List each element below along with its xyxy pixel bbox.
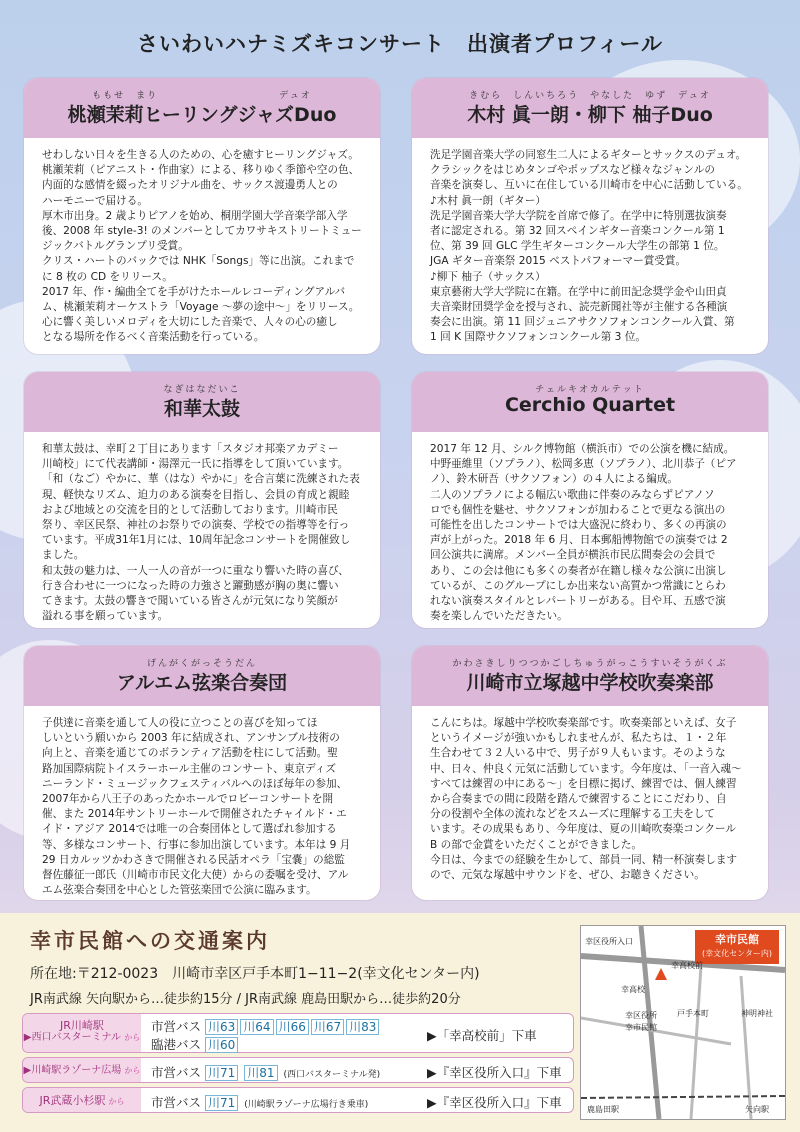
route-buses xyxy=(151,1063,380,1081)
map-badge xyxy=(695,930,779,964)
bus-number: 川83 xyxy=(346,1019,379,1035)
origin-sub: ▶川崎駅ラゾーナ広場 xyxy=(23,1065,122,1076)
profile-text: せわしない日々を生きる人のための、心を癒すヒーリングジャズ。 桃瀬茉莉（ピアニスト・作曲家）による、移りゆく季節や空の色、 内面的な感情を綴ったオリジナル曲を、サックス渡邊勇人との ハーモニーで届ける。 厚木市出身。2 歳よりピアノを始め、桐朋学園大学音楽学部入学 後、2008 年 style-3! のメンバーとしてカワサキストリートミュー ジックバトルグランプリ受賞。 クリス・ハートのバックでは NHK「Songs」等に出演。これまで に 8 枚の CD をリリース。 2017 年、作・編曲全てを手がけたホールレコーディングアルバ ム、桃瀬茉莉オーケストラ「Voyage ～夢の途中～」をリリース。 心に響く美しいメロディを大切にした音楽で、人々の心の癒し となる場所を作るべく音楽活動を行っている。 xyxy=(42,149,362,344)
profile-card xyxy=(24,78,380,354)
route-buses xyxy=(151,1093,368,1111)
profile-card xyxy=(412,646,768,900)
name-reading: なぎはなだいこ xyxy=(163,385,241,395)
origin-from: から xyxy=(108,1097,125,1106)
route-origin xyxy=(23,1088,141,1112)
bus-operator: 市営バス xyxy=(151,1065,202,1080)
profile-header xyxy=(412,646,768,706)
origin-from: から xyxy=(124,1033,141,1042)
access-title: 幸市民館への交通案内 xyxy=(30,929,270,953)
route-origin xyxy=(23,1014,141,1052)
performer-name: Cerchio Quartet xyxy=(504,394,676,416)
profile-card xyxy=(24,372,380,628)
profile-header xyxy=(24,78,380,138)
bus-number: 川60 xyxy=(205,1037,238,1053)
bus-stop: ▶『幸区役所入口』下車 xyxy=(427,1065,562,1080)
bus-operator: 臨港バス xyxy=(151,1037,202,1052)
profile-header xyxy=(24,372,380,432)
bus-number: 川63 xyxy=(205,1019,238,1035)
map-label: 幸市民館 xyxy=(625,1023,657,1032)
map-label: 戸手本町 xyxy=(677,1009,709,1018)
performer-name: 桃瀬茉莉ヒーリングジャズDuo xyxy=(67,104,337,126)
bus-operator: 市営バス xyxy=(151,1095,202,1110)
profile-header xyxy=(24,646,380,706)
performer-name: アルエム弦楽合奏団 xyxy=(116,672,288,694)
origin-from: から xyxy=(124,1066,141,1075)
performer-name: 和華太鼓 xyxy=(163,398,240,420)
bus-route xyxy=(22,1013,574,1053)
station-name: JR川崎駅 xyxy=(60,1019,104,1032)
bus-number: 川67 xyxy=(311,1019,344,1035)
bus-route xyxy=(22,1087,574,1113)
bus-number: 川81 xyxy=(244,1065,277,1081)
badge-title: 幸市民館 xyxy=(715,933,759,946)
performer-name: 川崎市立塚越中学校吹奏楽部 xyxy=(466,672,714,694)
route-origin xyxy=(23,1058,141,1082)
address: 所在地:〒212-0023 川崎市幸区戸手本町1−11−2(幸文化センター内) xyxy=(30,966,480,982)
map-label: 幸区役所入口 xyxy=(585,937,633,946)
route-note: (西口バスターミナル発) xyxy=(283,1070,381,1080)
profile-text: 2017 年 12 月、シルク博物館（横浜市）での公演を機に結成。 中野亜維里（ソプラノ）、松岡多恵（ソプラノ）、北川恭子（ピア ノ）、鈴木研吾（サクソフォン）の４人による編成。 二人のソプラノによる幅広い歌曲に伴奏のみならずピアノソ ロでも個性を魅せ、サクソフォンが加わることで更なる演出の 可能性を出したコンサートでは大盛況に終わり、多くの再演の 声が上がった。2018 年 6 月、日本郵船博物館での演奏では 2 回公演共に満席。メンバー全員が横浜市民広間奏会の会員で あり、この会は他にも多くの奏者が在籍し様々な公演に出演し ているが、このグループにしか出来ない高質かつ常識にとらわ れない演奏スタイルとレパートリーがある。目や耳、五感で演 奏を楽しんでいただきたい。 xyxy=(430,443,737,623)
route-note: (川崎駅ラゾーナ広場行き乗車) xyxy=(244,1100,369,1110)
name-reading: ももせ まり デュオ xyxy=(92,91,312,101)
profile-text: 子供達に音楽を通して人の役に立つことの喜びを知ってほ しいという願いから 2003 年に結成され、アンサンブル技術の 向上と、音楽を通じてのボランティア活動を柱にして活動。聖 路加国際病院トイスラーホール主催のコンサート、東京ディズ ニーランド・ミュージックフェスティバルへのほぼ毎年の参加、 2007年から八王子のあったかホールでロビーコンサートを開 催、また 2014年サントリーホールで開催されたチャイルド・エ イド・アジア 2014では唯一の合奏団体として選ばれ参加する 等、多様なコンサート、行事に参加出演しています。本年は 9 月 29 日カルッツかわさきで開催される民話オペラ「宝嚢」の総監 督佐藤征一郎氏（川崎市市民文化大使）からの委嘱を受け、アル エム弦楽合奏団を中心とした管弦楽団で公演に臨みます。 xyxy=(42,717,351,897)
bus-stop: ▶「幸高校前」下車 xyxy=(427,1028,537,1043)
bus-operator: 市営バス xyxy=(151,1019,202,1034)
map-label: 矢向駅 xyxy=(745,1105,769,1114)
route-buses-2 xyxy=(151,1035,240,1053)
route-buses xyxy=(151,1017,381,1035)
badge-sub: (幸文化センター内) xyxy=(702,949,772,958)
profile-header xyxy=(412,372,768,432)
profile-text: こんにちは。塚越中学校吹奏楽部です。吹奏楽部といえば、女子 というイメージが強いかもしれませんが、私たちは、１・２年 生合わせて３２人いる中で、男子が９人もいます。そのような 中、日々、仲良く元気に活動しています。今年度は、「一音入魂～ すべては練習の中にある～」を目標に掲げ、練習では、個人練習 から合奏までの間に段階を踏んで練習することにこだわり、自 分の役割や全体の流れなどをスムーズに理解する工夫をして います。その成果もあり、今年度は、夏の川崎吹奏楽コンクール B の部で金賞をいただくことができました。 今日は、今までの経験を生かして、部員一同、精一杯演奏します ので、元気な塚越中サウンドを、ぜひ、お聴きください。 xyxy=(430,717,742,882)
map-label: 神明神社 xyxy=(741,1009,773,1018)
profile-card xyxy=(412,372,768,628)
origin-sub: ▶西口バスターミナル xyxy=(23,1032,121,1043)
access-map xyxy=(580,925,786,1120)
map-label: 幸区役所 xyxy=(625,1011,657,1020)
performer-name: 木村 眞一朗・柳下 柚子Duo xyxy=(467,104,713,126)
map-label: 幸高校 xyxy=(621,985,645,994)
profile-card xyxy=(24,646,380,900)
profile-text: 和華太鼓は、幸町２丁目にあります「スタジオ邦楽アカデミー 川崎校」にて代表講師・湯澤元一氏に指導をして頂いています。 「和（なご）やかに、華（はな）やかに」を合言葉に洗練された表 現、軽快なリズム、迫力のある演奏を目指し、会員の育成と親睦 および地域との交流を目的として活動しております。川崎市民 祭り、幸区民祭、神社のお祭りでの演奏、学校での指導等を行っ ています。平成31年1月には、10周年記念コンサートを開催致し ました。 和太鼓の魅力は、一人一人の音が一つに重なり響いた時の喜び、 行き合わせに一つになった時の力強さと躍動感が胸の奥に響い てきます。太鼓の響きで聞いている皆さんが元気になり笑顔が 溢れる事を願っています。 xyxy=(42,443,360,623)
name-reading: かわさきしりつつかごしちゅうがっこうすいそうがくぶ xyxy=(452,659,728,669)
bus-stop: ▶『幸区役所入口』下車 xyxy=(427,1095,562,1110)
bus-number: 川71 xyxy=(205,1065,238,1081)
station-name: JR武蔵小杉駅 xyxy=(39,1094,106,1107)
bus-number: 川66 xyxy=(276,1019,309,1035)
page-title: さいわいハナミズキコンサート 出演者プロフィール xyxy=(137,32,663,56)
map-label: 幸高校前 xyxy=(671,961,703,970)
name-reading: げんがくがっそうだん xyxy=(146,659,257,669)
walking-access: JR南武線 矢向駅から…徒歩約15分 / JR南武線 鹿島田駅から…徒歩約20分 xyxy=(30,992,461,1007)
profile-card xyxy=(412,78,768,354)
profile-text: 洗足学園音楽大学の同窓生二人によるギターとサックスのデュオ。 クラシックをはじめタンゴやポップスなど様々なジャンルの 音楽を演奏し、互いに在住している川崎市を中心に活動している。 ♪木村 眞一朗（ギター） 洗足学園音楽大学大学院を首席で修了。在学中に特別選抜演奏 者に認定される。第 32 回スペインギター音楽コンクール第 1 位、第 39 回 GLC 学生ギターコンクール大学生の部第 1 位。 JGA ギター音楽祭 2015 ベストパフォーマー賞受賞。 ♪柳下 柚子（サックス） 東京藝術大学大学院に在籍。在学中に前田記念奨学金や山田貞 夫音楽財団奨学金を授与され、読売新聞社等が主催する各種演 奏会に出演。第 11 回ジュニアサクソフォンコンクール入賞、第 1 回 K 国際サクソフォンコンクール第 3 位。 xyxy=(430,149,748,344)
name-reading: きむら しんいちろう やなした ゆず デュオ xyxy=(469,91,711,101)
name-reading: チェルキオカルテット xyxy=(535,385,645,395)
bus-number: 川71 xyxy=(205,1095,238,1111)
map-label: 鹿島田駅 xyxy=(587,1105,619,1114)
bus-route xyxy=(22,1057,574,1083)
bus-number: 川64 xyxy=(240,1019,273,1035)
profile-header xyxy=(412,78,768,138)
